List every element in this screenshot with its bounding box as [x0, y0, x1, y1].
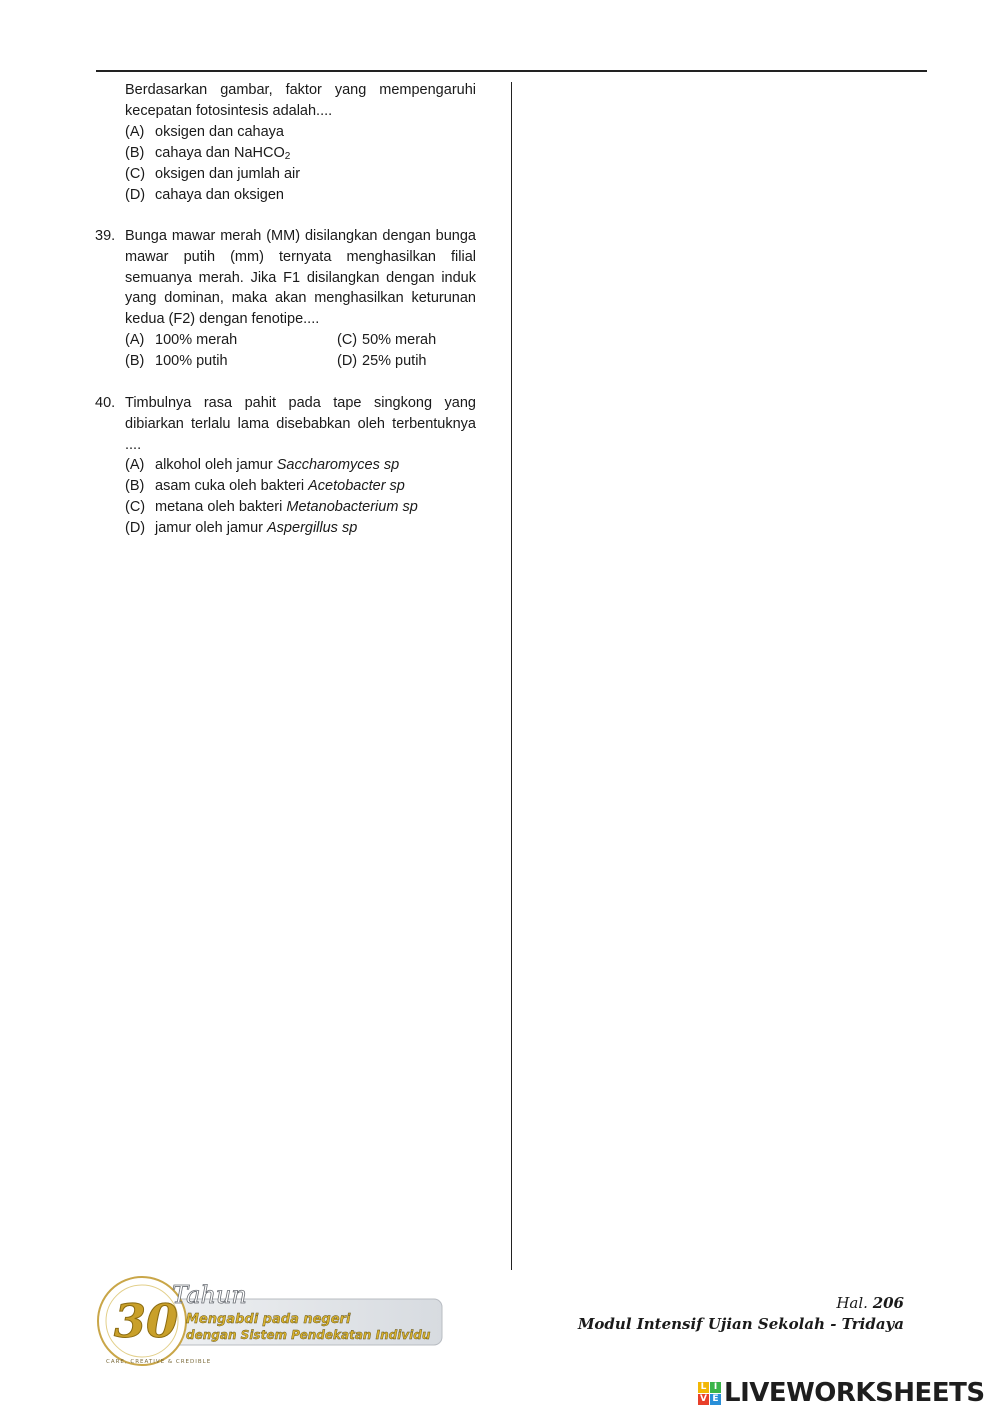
logo-tagline-2: dengan Sistem Pendekatan Individu: [186, 1328, 431, 1342]
option-text: 100% merah: [155, 331, 238, 348]
question-stem: Berdasarkan gambar, faktor yang mempengaruhi kecepatan fotosintesis adalah....: [125, 82, 476, 119]
option-list: [125, 330, 476, 372]
option-text: jamur oleh jamur Aspergillus sp: [155, 520, 358, 537]
option-text: oksigen dan jumlah air: [155, 165, 301, 182]
question-number: 40.: [95, 395, 116, 411]
option-label: (D): [125, 186, 146, 203]
option-label: (C): [337, 331, 358, 348]
option-c[interactable]: [125, 164, 476, 185]
option-label: (D): [125, 520, 146, 537]
question-number: 39.: [95, 228, 116, 244]
column-divider: [511, 82, 512, 1270]
option-b[interactable]: [125, 143, 476, 164]
logo-number: 30: [114, 1294, 179, 1348]
option-label: (A): [125, 457, 145, 474]
species-name: Saccharomyces sp: [276, 457, 400, 474]
option-text: 25% putih: [362, 352, 427, 369]
species-name: Acetobacter sp: [308, 478, 405, 495]
logo-block: I: [710, 1382, 721, 1393]
option-label: (A): [125, 123, 145, 140]
option-b[interactable]: [125, 476, 476, 497]
option-c[interactable]: [125, 497, 476, 518]
logo-wordmark: LIVEWORKSHEETS: [724, 1378, 985, 1408]
question-stem: Timbulnya rasa pahit pada tape singkong yang dibiarkan terlalu lama disebabkan oleh terbentuknya ....: [125, 395, 476, 453]
question-38: [95, 80, 476, 206]
module-title: Modul Intensif Ujian Sekolah - Tridaya: [577, 1315, 904, 1333]
option-a[interactable]: [125, 455, 476, 476]
option-text: alkohol oleh jamur Saccharomyces sp: [155, 457, 400, 474]
logo-block: E: [710, 1394, 721, 1405]
option-list: [125, 455, 476, 539]
option-b[interactable]: [125, 351, 337, 372]
option-text: 50% merah: [362, 331, 437, 348]
logo-ring-text: CARE, CREATIVE & CREDIBLE: [106, 1359, 212, 1365]
anniversary-logo: [94, 1273, 446, 1369]
option-list: [125, 122, 476, 206]
species-name: Aspergillus sp: [267, 520, 358, 537]
option-d[interactable]: [337, 351, 476, 372]
option-text: cahaya dan NaHCO$_2$: [155, 144, 291, 162]
header-rule: [96, 70, 927, 72]
option-text: asam cuka oleh bakteri Acetobacter sp: [155, 478, 405, 495]
logo-block: L: [698, 1382, 709, 1393]
logo-word: Tahun: [172, 1281, 247, 1309]
option-text: 100% putih: [155, 352, 228, 369]
option-d[interactable]: [125, 185, 476, 206]
logo-blocks: [698, 1382, 721, 1405]
logo-block: V: [698, 1394, 709, 1405]
question-stem: Bunga mawar merah (MM) disilangkan dengan bunga mawar putih (mm) ternyata menghasilkan filial semuanya merah. Jika F1 disilangkan dengan induk yang dominan, maka akan menghasilkan keturunan kedua (F2) dengan fenotipe....: [125, 228, 476, 328]
option-text: oksigen dan cahaya: [155, 123, 284, 140]
logo-tagline-1: Mengabdi pada negeri: [186, 1312, 351, 1327]
option-label: (D): [337, 352, 358, 369]
option-text: metana oleh bakteri Metanobacterium sp: [155, 499, 418, 516]
option-c[interactable]: [337, 330, 476, 351]
page-number: Hal. 206: [836, 1294, 904, 1312]
option-d[interactable]: [125, 518, 476, 539]
option-label: (B): [125, 144, 145, 161]
option-a[interactable]: [125, 122, 476, 143]
species-name: Metanobacterium sp: [286, 499, 418, 516]
option-label: (B): [125, 478, 145, 495]
question-40: [95, 393, 476, 539]
option-label: (B): [125, 352, 145, 369]
option-label: (C): [125, 499, 146, 516]
option-label: (A): [125, 331, 145, 348]
option-text: cahaya dan oksigen: [155, 186, 284, 203]
question-39: [95, 226, 476, 372]
liveworksheets-logo: [698, 1378, 985, 1408]
subscript: 2: [284, 150, 291, 162]
option-label: (C): [125, 165, 146, 182]
option-a[interactable]: [125, 330, 337, 351]
